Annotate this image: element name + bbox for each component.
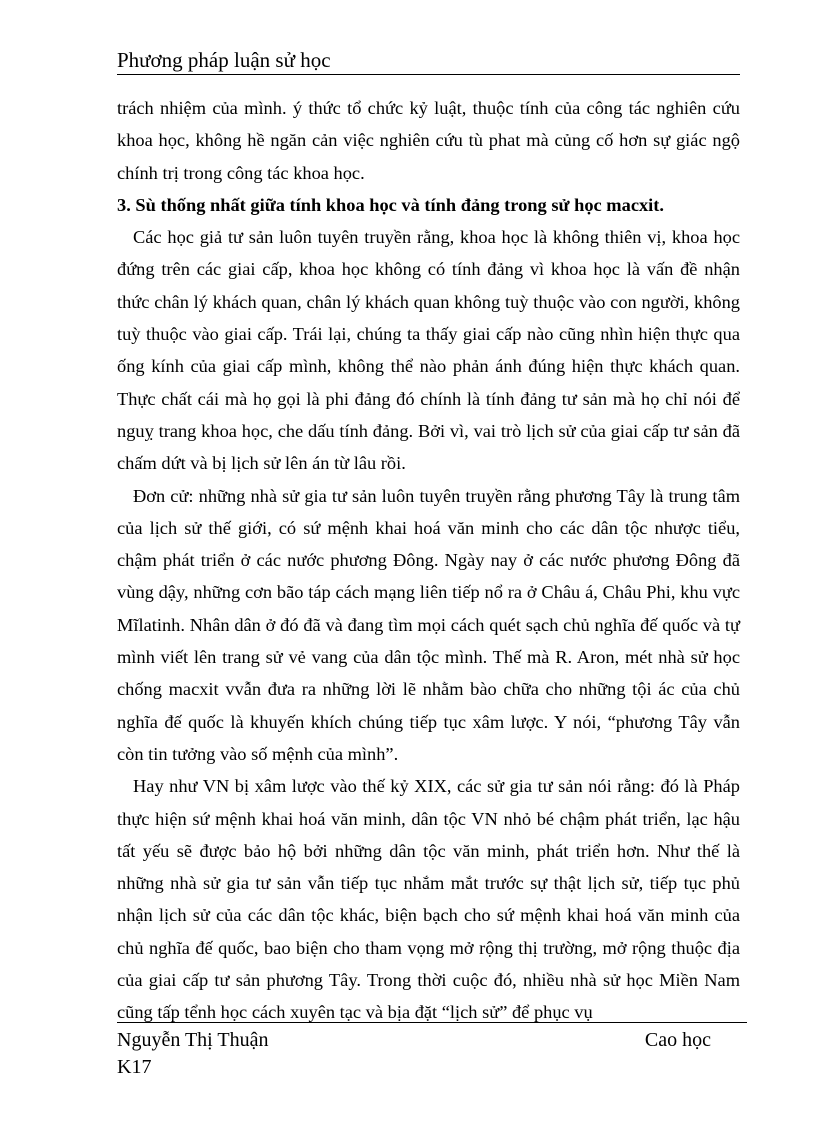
paragraph-2: Đơn cử: những nhà sử gia tư sản luôn tuyên truyền rằng phương Tây là trung tâm của lịch sử thế giới, có sứ mệnh khai hoá văn minh cho các dân tộc nhược tiểu, chậm phát triển ở các nước phương Đông. Ngày nay ở các nước phương Đông đã vùng dậy, những cơn bão táp cách mạng liên tiếp nổ ra ở Châu á, Châu Phi, khu vực Mĩlatinh. Nhân dân ở đó đã và đang tìm mọi cách quét sạch chủ nghĩa đế quốc và tự mình viết lên trang sử vẻ vang của dân tộc mình. Thế mà R. Aron, mét nhà sử học chống macxit vvẫn đưa ra những lời lẽ nhằm bào chữa cho những tội ác của chủ nghĩa đế quốc là khuyến khích chúng tiếp tục xâm lược. Y nói, “phương Tây vẫn còn tin tưởng vào số mệnh của mình”. bbox=[117, 485, 740, 764]
page-footer bbox=[117, 1022, 747, 1081]
section-heading: 3. Sù thống nhất giữa tính khoa học và tính đảng trong sử học macxit. bbox=[117, 194, 665, 215]
footer-program: Cao học bbox=[644, 1029, 711, 1051]
header-title: Phương pháp luận sử học bbox=[117, 48, 331, 72]
paragraph-1: Các học giả tư sản luôn tuyên truyền rằng, khoa học là không thiên vị, khoa học đứng trên các giai cấp, khoa học không có tính đảng vì khoa học là vấn đề nhận thức chân lý khách quan, chân lý khách quan không tuỳ thuộc vào con người, không tuỳ thuộc vào giai cấp. Trái lại, chúng ta thấy giai cấp nào cũng nhìn hiện thực qua ống kính của giai cấp mình, không thể nào phản ánh đúng hiện thực khách quan. Thực chất cái mà họ gọi là phi đảng đó chính là tính đảng tư sản mà họ chỉ nói để nguỵ trang khoa học, che dấu tính đảng. Bởi vì, vai trò lịch sử của giai cấp tư sản đã chấm dứt và bị lịch sử lên án từ lâu rồi. bbox=[117, 227, 740, 474]
page-header bbox=[117, 48, 740, 75]
document-body bbox=[117, 92, 740, 1029]
footer-author: Nguyễn Thị Thuận bbox=[117, 1029, 269, 1051]
paragraph-continued: trách nhiệm của mình. ý thức tổ chức kỷ luật, thuộc tính của công tác nghiên cứu khoa học, không hề ngăn cản việc nghiên cứu tù phat mà củng cố hơn sự giác ngộ chính trị trong công tác khoa học. bbox=[117, 98, 740, 183]
footer-class: K17 bbox=[117, 1056, 152, 1078]
paragraph-3: Hay như VN bị xâm lược vào thế kỷ XIX, các sử gia tư sản nói rằng: đó là Pháp thực hiện sứ mệnh khai hoá văn minh, dân tộc VN nhỏ bé chậm phát triển, lạc hậu tất yếu sẽ được bảo hộ bởi những dân tộc văn minh, phát triển hơn. Như thế là những nhà sử gia tư sản vẫn tiếp tục nhắm mắt trước sự thật lịch sử, tiếp tục phủ nhận lịch sử của các dân tộc khác, biện bạch cho sứ mệnh khai hoá văn minh của chủ nghĩa đế quốc, bao biện cho tham vọng mở rộng thị trường, mở rộng thuộc địa của giai cấp tư sản phương Tây. Trong thời cuộc đó, nhiều nhà sử học Miền Nam cũng tấp tểnh học cách xuyên tạc và bịa đặt “lịch sử” để phục vụ bbox=[117, 776, 740, 1023]
